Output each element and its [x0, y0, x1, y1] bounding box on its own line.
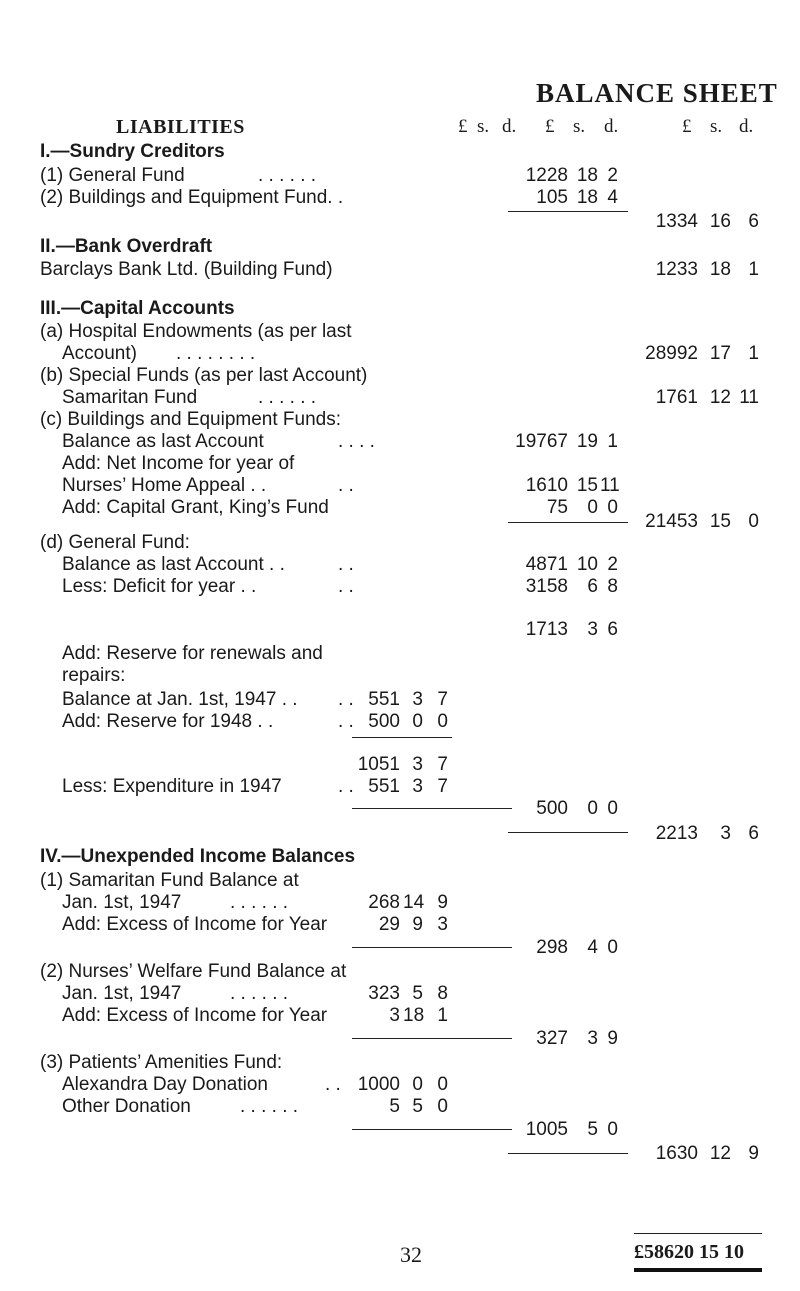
- amount-pence: 8: [607, 576, 618, 597]
- amount-pounds: 551: [368, 776, 400, 797]
- leader-dots: . . . . . .: [240, 1096, 299, 1117]
- less-deficit-label: Less: Deficit for year . .: [62, 576, 257, 597]
- amount-shillings: 3: [587, 619, 598, 640]
- add-capital-grant-label: Add: Capital Grant, King’s Fund: [62, 497, 329, 518]
- total-pounds: 1233: [655, 259, 698, 280]
- total-pounds: 1334: [655, 211, 698, 232]
- amount-shillings: 3: [412, 776, 423, 797]
- leader-dots: . .: [338, 689, 354, 710]
- amount-pounds: 19767: [515, 431, 568, 452]
- samaritan-fund-label: Samaritan Fund: [62, 387, 198, 408]
- amount-pounds: 268: [368, 892, 400, 913]
- amount-pence: 2: [607, 554, 618, 575]
- leader-dots: . .: [338, 711, 354, 732]
- amount-pounds: 75: [546, 497, 568, 518]
- leader-dots: . .: [338, 554, 354, 575]
- amount-shillings: 3: [412, 754, 423, 775]
- amount-pounds: 4871: [525, 554, 568, 575]
- amount-pounds: 298: [536, 937, 568, 958]
- balance-label: Balance as last Account . .: [62, 554, 285, 575]
- col2-shillings-header: s.: [573, 116, 586, 137]
- amount-pounds: 1051: [357, 754, 400, 775]
- amount-pence: 6: [607, 619, 618, 640]
- amount-pence: 7: [437, 776, 448, 797]
- amount-pence: 1: [607, 431, 618, 452]
- general-fund-label: (1) General Fund: [40, 165, 185, 186]
- add-net-income-label: Add: Net Income for year of: [62, 453, 295, 474]
- amount-shillings: 15: [576, 475, 598, 496]
- balance-jan-label: Balance at Jan. 1st, 1947 . .: [62, 689, 298, 710]
- general-fund-d-label: (d) General Fund:: [40, 532, 190, 553]
- col3-pence-header: d.: [739, 116, 754, 137]
- total-pounds: 1761: [655, 387, 698, 408]
- amount-pounds: 327: [536, 1028, 568, 1049]
- amount-shillings: 3: [587, 1028, 598, 1049]
- leader-dots: . . . . . . . .: [176, 343, 256, 364]
- less-expenditure-label: Less: Expenditure in 1947: [62, 776, 282, 797]
- balance-label: Balance as last Account: [62, 431, 264, 452]
- amount-pounds: 551: [368, 689, 400, 710]
- amount-shillings: 5: [412, 1096, 423, 1117]
- grand-total-double-rule: [634, 1268, 762, 1272]
- leader-dots: . . . . . .: [258, 387, 317, 408]
- subtotal-rule: [352, 1038, 512, 1039]
- amount-shillings: 18: [576, 165, 598, 186]
- amount-shillings: 0: [412, 711, 423, 732]
- subtotal-rule: [352, 1129, 512, 1130]
- add-reserve-label: Add: Reserve for renewals and: [62, 643, 323, 664]
- amount-pence: 2: [607, 165, 618, 186]
- total-pounds: 21453: [645, 511, 698, 532]
- total-pence: 9: [748, 1143, 759, 1164]
- amount-pounds: 500: [368, 711, 400, 732]
- amount-pence: 7: [437, 689, 448, 710]
- col2-pence-header: d.: [604, 116, 619, 137]
- amount-pounds: 1005: [525, 1119, 568, 1140]
- leader-dots: . .: [338, 576, 354, 597]
- col3-pound-header: £: [682, 116, 692, 137]
- amount-pence: 9: [607, 1028, 618, 1049]
- leader-dots: . . . . . .: [230, 983, 289, 1004]
- subtotal-rule: [352, 947, 512, 948]
- special-funds-label: (b) Special Funds (as per last Account): [40, 365, 368, 386]
- leader-dots: . . . . . .: [258, 165, 317, 186]
- samaritan-fund-balance-label: (1) Samaritan Fund Balance at: [40, 870, 299, 891]
- amount-pounds: 5: [389, 1096, 400, 1117]
- total-shillings: 18: [709, 259, 731, 280]
- amount-pence: 11: [600, 475, 620, 496]
- amount-pence: 4: [607, 187, 618, 208]
- amount-pounds: 3158: [525, 576, 568, 597]
- amount-pounds: 1228: [525, 165, 568, 186]
- add-excess-income-label: Add: Excess of Income for Year: [62, 1005, 328, 1026]
- total-pounds: 28992: [645, 343, 698, 364]
- total-shillings: 16: [709, 211, 731, 232]
- add-reserve-1948-label: Add: Reserve for 1948 . .: [62, 711, 274, 732]
- subtotal-rule: [508, 832, 628, 833]
- total-pence: 1: [748, 343, 759, 364]
- col2-pound-header: £: [545, 116, 555, 137]
- col1-pence-header: d.: [502, 116, 517, 137]
- amount-shillings: 5: [587, 1119, 598, 1140]
- section-heading-sundry-creditors: I.—Sundry Creditors: [40, 141, 225, 162]
- section-heading-bank-overdraft: II.—Bank Overdraft: [40, 236, 213, 257]
- amount-pounds: 1610: [525, 475, 568, 496]
- total-pence: 1: [748, 259, 759, 280]
- col3-shillings-header: s.: [710, 116, 723, 137]
- grand-total: £58620 15 10: [634, 1241, 744, 1263]
- total-shillings: 12: [709, 387, 731, 408]
- amount-shillings: 0: [587, 497, 598, 518]
- amount-pence: 0: [607, 798, 618, 819]
- amount-pounds: 29: [378, 914, 400, 935]
- total-pounds: 1630: [655, 1143, 698, 1164]
- amount-shillings: 6: [587, 576, 598, 597]
- grand-total-top-rule: [634, 1233, 762, 1234]
- amount-pence: 0: [607, 497, 618, 518]
- alexandra-day-donation-label: Alexandra Day Donation: [62, 1074, 268, 1095]
- amount-pence: 8: [437, 983, 448, 1004]
- amount-shillings: 0: [587, 798, 598, 819]
- amount-shillings: 4: [587, 937, 598, 958]
- liabilities-heading: LIABILITIES: [116, 116, 245, 138]
- subtotal-rule: [352, 737, 452, 738]
- total-pence: 6: [748, 211, 759, 232]
- amount-pence: 0: [437, 711, 448, 732]
- section-heading-capital-accounts: III.—Capital Accounts: [40, 298, 235, 319]
- leader-dots: . .: [325, 1074, 341, 1095]
- hospital-endowments-label: (a) Hospital Endowments (as per last: [40, 321, 352, 342]
- amount-shillings: 14: [403, 892, 425, 913]
- amount-pence: 3: [437, 914, 448, 935]
- amount-pounds: 1000: [357, 1074, 400, 1095]
- leader-dots: . . . . . .: [230, 892, 289, 913]
- leader-dots: . . . .: [338, 431, 375, 452]
- buildings-equipment-fund-label: (2) Buildings and Equipment Fund. .: [40, 187, 344, 208]
- amount-pounds: 1713: [525, 619, 568, 640]
- subtotal-rule: [508, 1153, 628, 1154]
- amount-pence: 9: [437, 892, 448, 913]
- page-number: 32: [400, 1242, 422, 1267]
- amount-pounds: 500: [536, 798, 568, 819]
- amount-pence: 1: [437, 1005, 448, 1026]
- patients-amenities-fund-label: (3) Patients’ Amenities Fund:: [40, 1052, 283, 1073]
- amount-pence: 0: [437, 1074, 448, 1095]
- jan-1947-label: Jan. 1st, 1947: [62, 892, 182, 913]
- repairs-label: repairs:: [62, 665, 126, 686]
- add-excess-income-label: Add: Excess of Income for Year: [62, 914, 328, 935]
- nurses-home-appeal-label: Nurses’ Home Appeal . .: [62, 475, 267, 496]
- total-pence: 6: [748, 823, 759, 844]
- amount-pence: 0: [607, 1119, 618, 1140]
- total-pounds: 2213: [655, 823, 698, 844]
- subtotal-rule: [352, 808, 512, 809]
- buildings-equipment-funds-label: (c) Buildings and Equipment Funds:: [40, 409, 341, 430]
- total-shillings: 12: [709, 1143, 731, 1164]
- subtotal-rule: [508, 522, 628, 523]
- amount-pounds: 105: [536, 187, 568, 208]
- amount-pence: 0: [607, 937, 618, 958]
- total-shillings: 15: [709, 511, 731, 532]
- amount-shillings: 18: [403, 1005, 425, 1026]
- amount-shillings: 3: [412, 689, 423, 710]
- page-title: BALANCE SHEET: [536, 78, 778, 108]
- amount-shillings: 19: [576, 431, 598, 452]
- amount-pounds: 3: [389, 1005, 400, 1026]
- total-shillings: 3: [720, 823, 731, 844]
- col1-shillings-header: s.: [477, 116, 490, 137]
- hospital-endowments-label-cont: Account): [62, 343, 137, 364]
- barclays-bank-label: Barclays Bank Ltd. (Building Fund): [40, 259, 333, 280]
- jan-1947-label: Jan. 1st, 1947: [62, 983, 182, 1004]
- total-pence: 0: [748, 511, 759, 532]
- amount-shillings: 10: [576, 554, 598, 575]
- leader-dots: . .: [338, 776, 354, 797]
- total-pence: 11: [739, 387, 759, 408]
- amount-shillings: 0: [412, 1074, 423, 1095]
- amount-shillings: 9: [412, 914, 423, 935]
- leader-dots: . .: [338, 475, 354, 496]
- other-donation-label: Other Donation: [62, 1096, 191, 1117]
- amount-pence: 0: [437, 1096, 448, 1117]
- col1-pound-header: £: [458, 116, 468, 137]
- amount-shillings: 18: [576, 187, 598, 208]
- total-shillings: 17: [709, 343, 731, 364]
- amount-pounds: 323: [368, 983, 400, 1004]
- nurses-welfare-fund-label: (2) Nurses’ Welfare Fund Balance at: [40, 961, 347, 982]
- amount-shillings: 5: [412, 983, 423, 1004]
- subtotal-rule: [508, 211, 628, 212]
- amount-pence: 7: [437, 754, 448, 775]
- section-heading-unexpended-income: IV.—Unexpended Income Balances: [40, 846, 356, 867]
